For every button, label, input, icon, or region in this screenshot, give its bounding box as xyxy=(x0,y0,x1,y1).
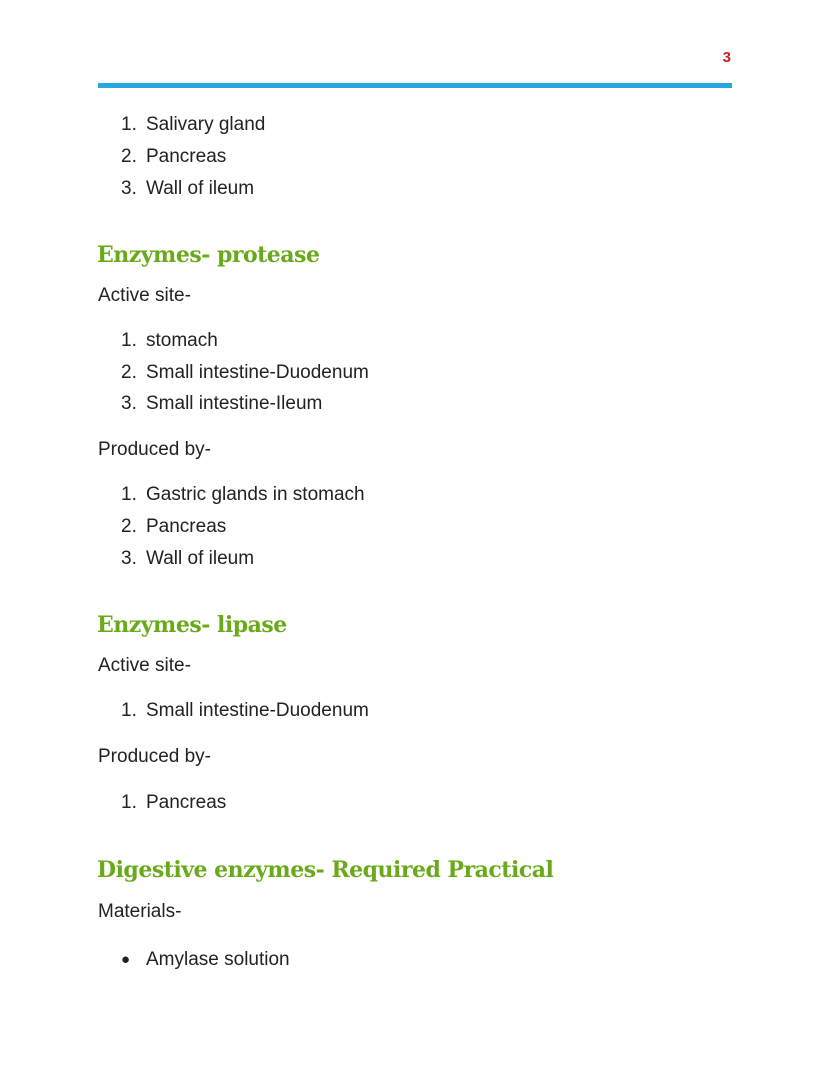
produced-by-label: Produced by- xyxy=(98,746,212,767)
produced-by-label: Produced by- xyxy=(98,439,212,460)
bullet-icon: ● xyxy=(121,951,131,968)
list-item: 1. Salivary gland xyxy=(121,114,266,135)
page-number: 3 xyxy=(722,49,731,66)
section-heading-protease: Enzymes- protease xyxy=(97,242,320,268)
bullet-item: ● Amylase solution xyxy=(121,947,290,973)
list-item: 1. stomach xyxy=(121,330,218,351)
section-heading-lipase: Enzymes- lipase xyxy=(97,612,287,638)
list-item: 3. Wall of ileum xyxy=(121,178,255,199)
header-rule xyxy=(98,83,732,88)
list-item: 1. Pancreas xyxy=(121,792,227,813)
active-site-label: Active site- xyxy=(98,655,191,676)
active-site-label: Active site- xyxy=(98,285,191,306)
list-item: 3. Wall of ileum xyxy=(121,548,255,569)
list-item: 2. Small intestine-Duodenum xyxy=(121,362,369,383)
materials-label: Materials- xyxy=(98,901,182,922)
list-item: 2. Pancreas xyxy=(121,146,227,167)
list-item: 3. Small intestine-Ileum xyxy=(121,393,323,414)
list-item: 1. Gastric glands in stomach xyxy=(121,484,365,505)
section-heading-practical: Digestive enzymes- Required Practical xyxy=(97,857,554,883)
list-item: 2. Pancreas xyxy=(121,516,227,537)
list-item: 1. Small intestine-Duodenum xyxy=(121,700,369,721)
